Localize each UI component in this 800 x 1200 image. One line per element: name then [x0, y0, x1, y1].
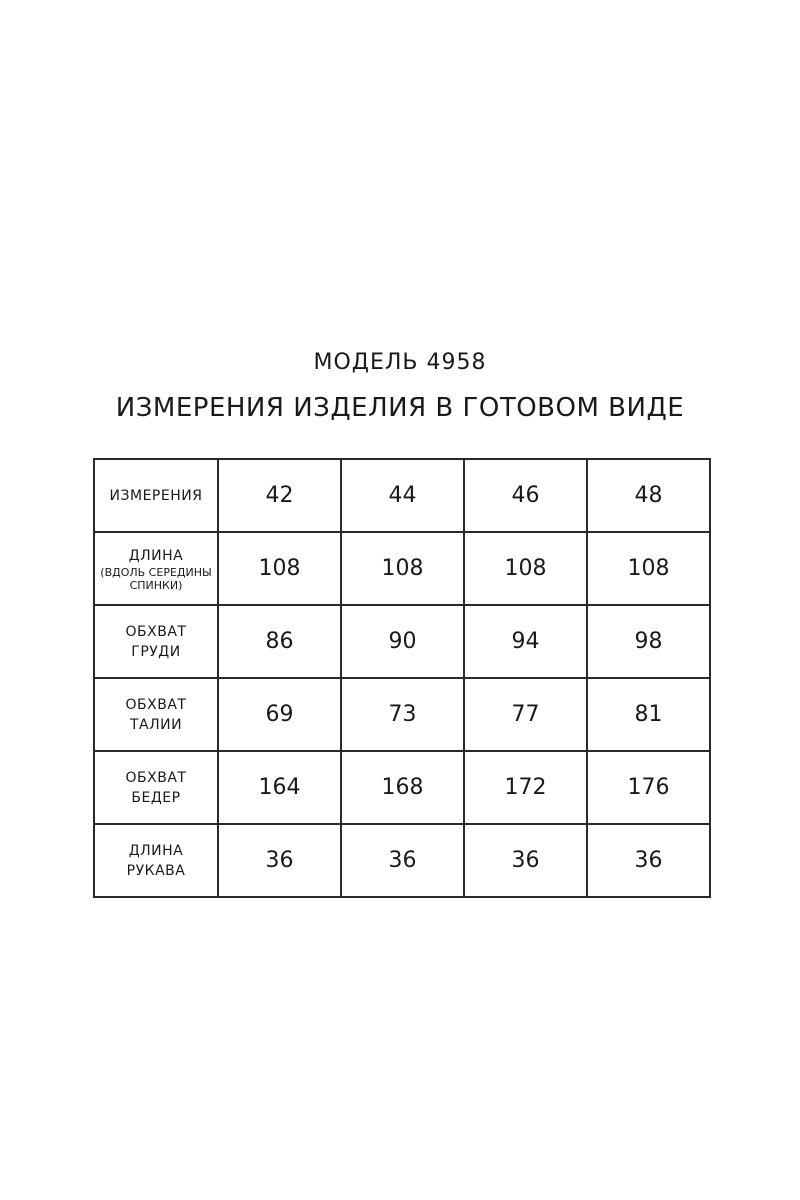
size-table [93, 458, 711, 898]
table-row [94, 824, 710, 897]
row-label-line: ДЛИНА [128, 842, 184, 859]
row-label-line: ОБХВАТ [125, 769, 187, 786]
value-cell: 168 [341, 751, 464, 824]
value-cell: 176 [587, 751, 710, 824]
value-cell: 86 [218, 605, 341, 678]
value-cell: 77 [464, 678, 587, 751]
size-header-cell: 48 [587, 459, 710, 532]
value-cell: 108 [464, 532, 587, 605]
value-cell: 36 [341, 824, 464, 897]
row-label-line: БЕДЕР [131, 789, 181, 806]
value-cell: 69 [218, 678, 341, 751]
table-row [94, 678, 710, 751]
model-title: МОДЕЛЬ 4958 [313, 350, 487, 375]
row-label-line: РУКАВА [126, 862, 186, 879]
value-cell: 164 [218, 751, 341, 824]
row-label-subline: СПИНКИ) [129, 578, 183, 592]
row-label-cell [94, 751, 218, 824]
value-cell: 36 [587, 824, 710, 897]
page-heading: ИЗМЕРЕНИЯ ИЗДЕЛИЯ В ГОТОВОМ ВИДЕ [115, 393, 685, 423]
row-label-line: ОБХВАТ [125, 623, 187, 640]
value-cell: 108 [587, 532, 710, 605]
value-cell: 108 [341, 532, 464, 605]
value-cell: 36 [218, 824, 341, 897]
row-label-line: ГРУДИ [131, 643, 181, 660]
header-label-cell: ИЗМЕРЕНИЯ [94, 459, 218, 532]
size-header-cell: 46 [464, 459, 587, 532]
value-cell: 73 [341, 678, 464, 751]
size-header-cell: 42 [218, 459, 341, 532]
value-cell: 98 [587, 605, 710, 678]
table-header-row [94, 459, 710, 532]
value-cell: 90 [341, 605, 464, 678]
size-header-cell: 44 [341, 459, 464, 532]
row-label-cell [94, 605, 218, 678]
value-cell: 94 [464, 605, 587, 678]
table-row [94, 532, 710, 605]
row-label-subline: (ВДОЛЬ СЕРЕДИНЫ [100, 565, 212, 579]
value-cell: 108 [218, 532, 341, 605]
value-cell: 172 [464, 751, 587, 824]
table-row [94, 751, 710, 824]
row-label-cell [94, 678, 218, 751]
table-row [94, 605, 710, 678]
row-label-line: ОБХВАТ [125, 696, 187, 713]
row-label-cell [94, 824, 218, 897]
value-cell: 36 [464, 824, 587, 897]
row-label-line: ТАЛИИ [129, 716, 183, 733]
row-label-line: ДЛИНА [128, 547, 184, 564]
value-cell: 81 [587, 678, 710, 751]
row-label-cell [94, 532, 218, 605]
